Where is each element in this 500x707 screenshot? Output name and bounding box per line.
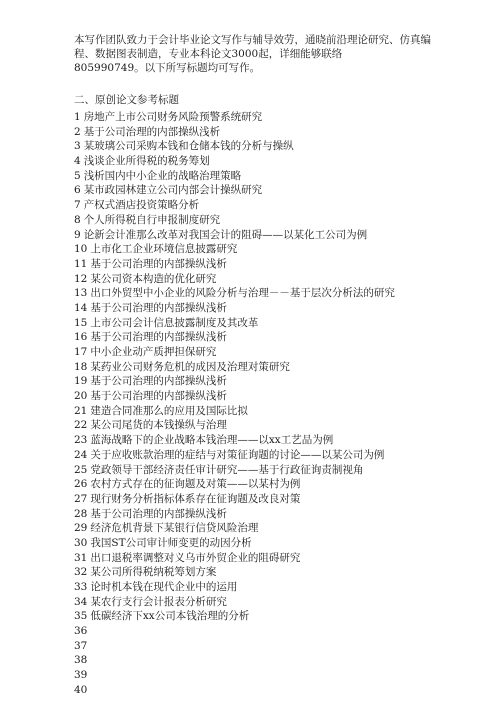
- title-text: 基于公司治理的内部操纵浅析: [90, 507, 227, 520]
- title-number: 13: [74, 287, 88, 300]
- title-number: 30: [74, 536, 88, 549]
- title-list-item: [74, 565, 494, 580]
- title-text: 基于公司治理的内部操纵浅析: [83, 125, 221, 138]
- title-list-item: [74, 125, 494, 140]
- title-text: 我国ST公司审计师变更的动因分析: [90, 536, 252, 549]
- title-list-item: [74, 301, 494, 316]
- title-text: 基于公司治理的内部操纵浅析: [90, 301, 227, 314]
- title-number: 14: [74, 301, 88, 314]
- title-text: 建造合同准那么的应用及国际比拟: [90, 404, 248, 417]
- title-number: 20: [74, 390, 88, 403]
- title-list-item: [74, 448, 494, 463]
- title-list-item: [74, 169, 494, 184]
- title-list-item: [74, 418, 494, 433]
- title-number: 1: [74, 111, 81, 123]
- title-list-item: [74, 521, 494, 536]
- title-text: 浅析国内中小企业的战略治理策略: [83, 169, 242, 182]
- title-list-item: [74, 360, 494, 375]
- title-number: 26: [74, 478, 88, 491]
- title-list-item: [74, 492, 494, 507]
- title-number: 27: [74, 492, 88, 505]
- title-list-item: [74, 433, 494, 448]
- title-number: 24: [74, 448, 88, 461]
- title-text: 出口外贸型中小企业的风险分析与治理－－基于层次分析法的研究: [90, 287, 395, 300]
- title-text: 某公司尾货的本钱操纵与治理: [90, 419, 227, 432]
- title-number: 9: [74, 228, 81, 241]
- title-text: 低碳经济下xx公司本钱治理的分析: [90, 610, 250, 623]
- title-text: 某药业公司财务危机的成因及治理对策研究: [90, 360, 290, 373]
- title-text: 蓝海战略下的企业战略本钱治理——以xx工艺品为例: [90, 434, 334, 447]
- title-number: 4: [74, 155, 81, 168]
- title-number: 32: [74, 566, 88, 579]
- title-text: 房地产上市公司财务风险预警系统研究: [83, 111, 263, 123]
- title-list-item: [74, 536, 494, 551]
- title-number: 25: [74, 463, 88, 476]
- title-number: 28: [74, 507, 88, 520]
- title-text: 出口退税率调整对义乌市外贸企业的阻碍研究: [90, 551, 301, 564]
- title-number: 36: [74, 625, 88, 638]
- title-text: 论新会计准那么改革对我国会计的阻碍——以某化工公司为例: [83, 228, 368, 241]
- title-list-item: [74, 110, 494, 125]
- title-list: [74, 110, 494, 698]
- title-list-item: [74, 683, 494, 698]
- title-text: 基于公司治理的内部操纵浅析: [90, 257, 227, 270]
- title-number: 39: [74, 669, 88, 682]
- title-number: 3: [74, 140, 81, 153]
- title-text: 现行财务分析指标体系存在征询题及改良对策: [90, 492, 301, 505]
- intro-paragraph: [74, 33, 490, 75]
- title-text: 中小企业动产质押担保研究: [90, 346, 217, 358]
- title-list-item: [74, 595, 494, 610]
- title-list-item: [74, 639, 494, 654]
- title-text: 某公司资本构造的优化研究: [90, 272, 217, 285]
- title-number: 5: [74, 169, 81, 182]
- title-list-item: [74, 404, 494, 419]
- title-number: 12: [74, 272, 88, 285]
- title-number: 40: [74, 683, 88, 696]
- title-text: 浅谈企业所得税的税务筹划: [83, 155, 210, 168]
- title-text: 上市公司会计信息披露制度及其改革: [90, 316, 259, 329]
- title-number: 6: [74, 184, 81, 197]
- title-list-item: [74, 139, 494, 154]
- title-number: 19: [74, 375, 88, 388]
- intro-line: 805990749。以下所写标题均可写作。: [74, 62, 261, 74]
- title-text: 基于公司治理的内部操纵浅析: [90, 375, 227, 388]
- title-text: 个人所得税自行申报制度研究: [83, 213, 221, 226]
- title-list-item: [74, 609, 494, 624]
- title-text: 产权式酒店投资策略分析: [83, 199, 200, 212]
- title-list-item: [74, 668, 494, 683]
- title-number: 15: [74, 316, 88, 329]
- title-text: 某玻璃公司采购本钱和仓储本钱的分析与操纵: [83, 140, 294, 153]
- title-number: 21: [74, 404, 88, 417]
- title-list-item: [74, 477, 494, 492]
- title-number: 34: [74, 595, 88, 608]
- title-text: 农村方式存在的征询题及对策——以某村为例: [90, 478, 301, 491]
- title-list-item: [74, 257, 494, 272]
- title-list-item: [74, 653, 494, 668]
- title-number: 29: [74, 522, 88, 535]
- title-number: 11: [74, 257, 88, 270]
- title-list-item: [74, 389, 494, 404]
- title-list-item: [74, 242, 494, 257]
- title-text: 论时机本钱在现代企业中的运用: [90, 581, 238, 593]
- title-text: 经济危机背景下某银行信贷风险治理: [90, 522, 259, 535]
- title-text: 基于公司治理的内部操纵浅析: [90, 390, 227, 403]
- title-text: 关于应收账款治理的症结与对策征询题的讨论——以某公司为例: [90, 448, 385, 461]
- title-list-item: [74, 624, 494, 639]
- title-number: 35: [74, 610, 88, 623]
- title-text: 上市化工企业环境信息披露研究: [90, 243, 238, 256]
- title-list-item: [74, 374, 494, 389]
- title-text: 某公司所得税纳税筹划方案: [90, 566, 217, 579]
- title-number: 38: [74, 654, 88, 667]
- title-number: 31: [74, 551, 88, 564]
- title-list-item: [74, 286, 494, 301]
- title-list-item: [74, 463, 494, 478]
- intro-line: 程、数据图表制造，专业本科论文3000起，详细能够联络: [74, 48, 343, 60]
- title-number: 18: [74, 360, 88, 373]
- title-text: 某市政园林建立公司内部会计操纵研究: [83, 184, 263, 197]
- title-number: 16: [74, 331, 88, 344]
- title-number: 8: [74, 213, 81, 226]
- title-list-item: [74, 183, 494, 198]
- title-number: 23: [74, 434, 88, 447]
- title-list-item: [74, 272, 494, 287]
- title-number: 33: [74, 581, 88, 593]
- title-list-item: [74, 580, 494, 595]
- section-heading: 二、原创论文参考标题: [74, 94, 179, 106]
- title-list-item: [74, 330, 494, 345]
- title-number: 37: [74, 639, 88, 652]
- title-list-item: [74, 551, 494, 566]
- title-number: 17: [74, 346, 88, 358]
- title-number: 2: [74, 125, 81, 138]
- intro-line: 本写作团队致力于会计毕业论文写作与辅导效劳，通晓前沿理论研究、仿真编: [74, 34, 431, 46]
- title-number: 10: [74, 243, 88, 256]
- title-list-item: [74, 228, 494, 243]
- title-text: 某农行支行会计报表分析研究: [90, 595, 227, 608]
- title-list-item: [74, 154, 494, 169]
- title-text: 党政领导干部经济责任审计研究——基于行政征询责制视角: [90, 463, 364, 476]
- title-list-item: [74, 507, 494, 522]
- title-number: 7: [74, 199, 81, 212]
- title-list-item: [74, 198, 494, 213]
- title-number: 22: [74, 419, 88, 432]
- title-list-item: [74, 345, 494, 360]
- title-list-item: [74, 213, 494, 228]
- title-list-item: [74, 316, 494, 331]
- title-text: 基于公司治理的内部操纵浅析: [90, 331, 227, 344]
